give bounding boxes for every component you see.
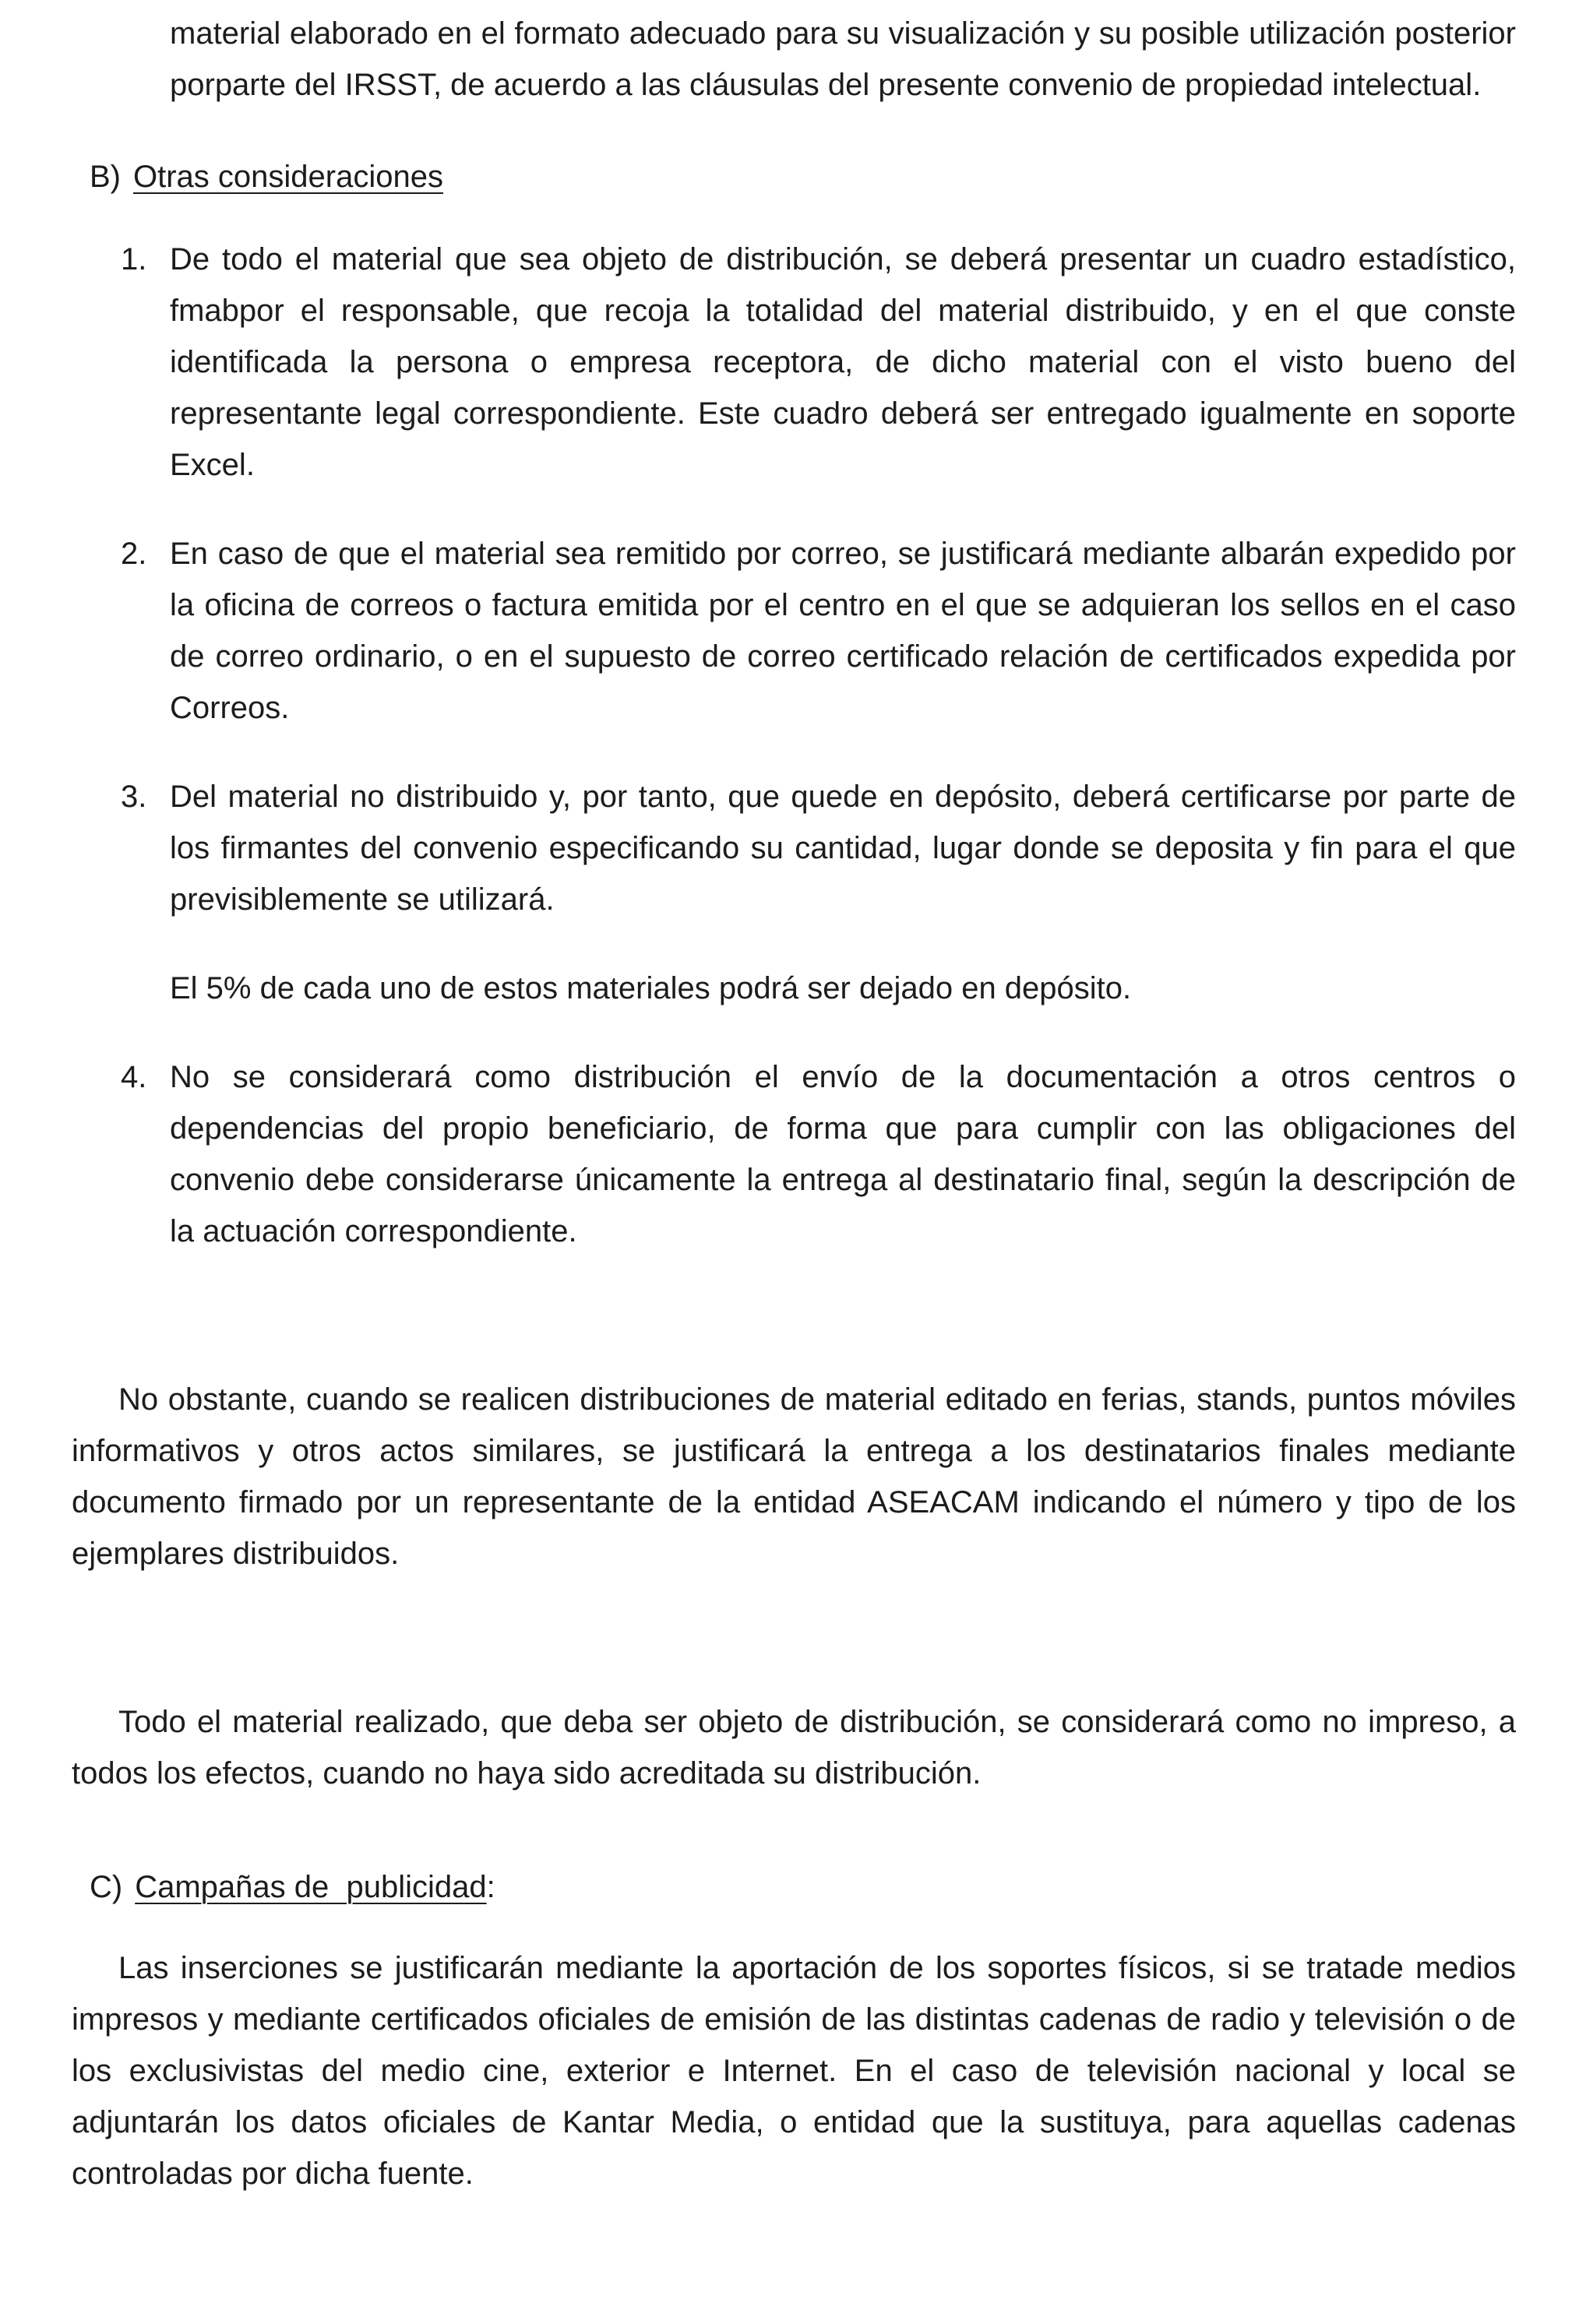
section-b-heading	[90, 151, 1516, 202]
list-item-3-body	[170, 771, 1516, 1014]
closing-paragraph-1: No obstante, cuando se realicen distribuciones de material editado en ferias, stands, puntos móviles informativos y otros actos similares, se justificará la entrega a los destinatarios finales mediante documento firmado por un representante de la entidad ASEACAM indicando el número y tipo de los ejemplares distribuidos.	[72, 1382, 1516, 1571]
intro-paragraph: material elaborado en el formato adecuado para su visualización y su posible utilización posterior porparte del IRSST, de acuerdo a las cláusulas del presente convenio de propiedad intelectual.	[170, 16, 1516, 102]
list-item-3-text: Del material no distribuido y, por tanto, que quede en depósito, deberá certificarse por parte de los firmantes del convenio especificando su cantidad, lugar donde se deposita y fin para el que previsiblemente se utilizará.	[170, 780, 1516, 917]
list-item-4	[121, 1051, 1516, 1257]
list-item-1-text: De todo el material que sea objeto de distribución, se deberá presentar un cuadro estadístico, fmabpor el responsable, que recoja la totalidad del material distribuido, y en el que conste identificada la persona o empresa receptora, de dicho material con el visto bueno del representante legal correspondiente. Este cuadro deberá ser entregado igualmente en soporte Excel.	[170, 242, 1516, 482]
list-item-3	[121, 771, 1516, 1014]
list-item-4-number: 4.	[121, 1060, 147, 1094]
section-c-label: C)	[90, 1870, 123, 1904]
list-item-1-body	[170, 234, 1516, 491]
list-item-2-body	[170, 528, 1516, 734]
list-item-2	[121, 528, 1516, 734]
list-item-3-extra-text: El 5% de cada uno de estos materiales podrá ser dejado en depósito.	[170, 971, 1132, 1005]
list-item-3-number: 3.	[121, 780, 147, 814]
section-b-title: Otras consideraciones	[133, 160, 443, 194]
list-item-1	[121, 234, 1516, 491]
list-item-4-body	[170, 1051, 1516, 1257]
list-item-2-text: En caso de que el material sea remitido por correo, se justificará mediante albarán expedido por la oficina de correos o factura emitida por el centro en el que se adquieran los sellos en el caso de correo ordinario, o en el supuesto de correo certificado relación de certificados expedida por Correos.	[170, 537, 1516, 725]
list-item-1-number: 1.	[121, 242, 147, 276]
section-c-paragraph: Las inserciones se justificarán mediante la aportación de los soportes físicos, si se tratade medios impresos y mediante certificados oficiales de emisión de las distintas cadenas de radio y televisión o de los exclusivistas del medio cine, exterior e Internet. En el caso de televisión nacional y local se adjuntarán los datos oficiales de Kantar Media, o entidad que la sustituya, para aquellas cadenas controladas por dicha fuente.	[72, 1951, 1516, 2191]
section-b-list	[72, 234, 1516, 1257]
section-c-heading	[90, 1861, 1516, 1913]
closing-paragraph-2: Todo el material realizado, que deba ser objeto de distribución, se considerará como no impreso, a todos los efectos, cuando no haya sido acreditada su distribución.	[72, 1705, 1516, 1791]
section-c-title: Campañas de publicidad	[135, 1870, 487, 1904]
section-c-title-colon: :	[486, 1870, 495, 1904]
list-item-4-text: No se considerará como distribución el envío de la documentación a otros centros o dependencias del propio beneficiario, de forma que para cumplir con las obligaciones del convenio debe considerarse únicamente la entrega al destinatario final, según la descripción de la actuación correspondiente.	[170, 1060, 1516, 1248]
list-item-2-number: 2.	[121, 537, 147, 571]
section-b-label: B)	[90, 160, 121, 194]
